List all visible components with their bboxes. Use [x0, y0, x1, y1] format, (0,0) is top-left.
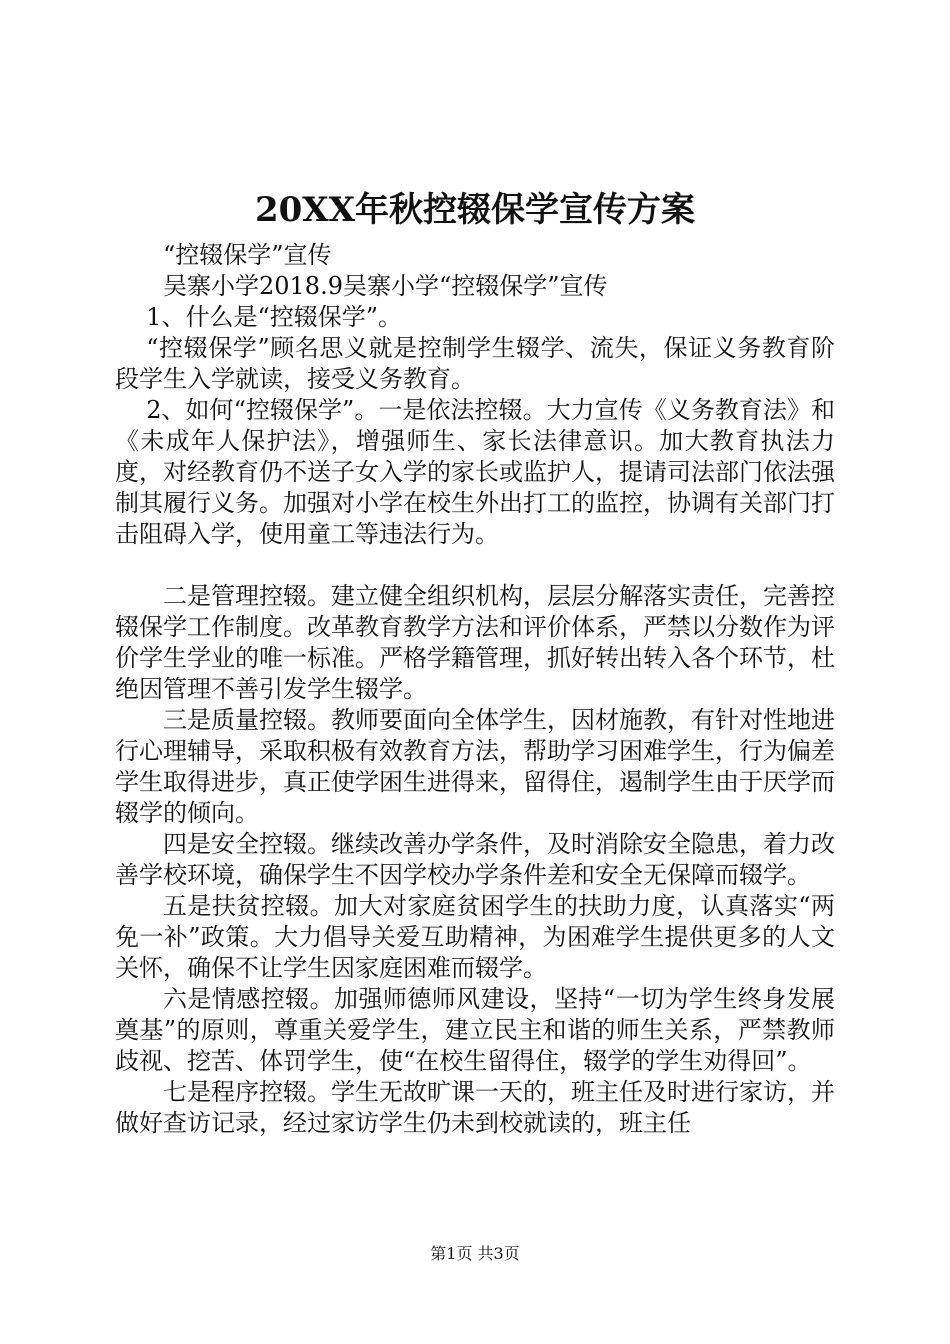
paragraph-definition: “控辍保学”顾名思义就是控制学生辍学、流失，保证义务教育阶段学生入学就读，接受义务教育。: [115, 334, 835, 393]
paragraph-procedure: 七是程序控辍。学生无故旷课一天的，班主任及时进行家访，并做好查访记录，经过家访学生仍未到校就读的，班主任: [115, 1078, 835, 1137]
page-footer: 第1页 共3页: [430, 1244, 520, 1263]
paragraph-poverty: 五是扶贫控辍。加大对家庭贫困学生的扶助力度，认真落实“两免一补”政策。大力倡导关爱互助精神，为困难学生提供更多的人文关怀，确保不让学生因家庭困难而辍学。: [115, 892, 835, 982]
paragraph-question-1: 1、什么是“控辍保学”。: [146, 303, 402, 331]
paragraph-heading: “控辍保学”宣传: [163, 241, 332, 269]
document-body: [115, 240, 835, 1139]
paragraph-question-2: 2、如何“控辍保学”。一是依法控辍。大力宣传《义务教育法》和《未成年人保护法》，增强师生、家长法律意识。加大教育执法力度，对经教育仍不送子女入学的家长或监护人，提请司法部门依法强制其履行义务。加强对小学在校生外出打工的监控，协调有关部门打击阻碍入学，使用童工等违法行为。: [115, 396, 835, 548]
paragraph-safety: 四是安全控辍。继续改善办学条件，及时消除安全隐患，着力改善学校环境，确保学生不因学校办学条件差和安全无保障而辍学。: [115, 830, 835, 889]
paragraph-quality: 三是质量控辍。教师要面向全体学生，因材施教，有针对性地进行心理辅导，采取积极有效教育方法，帮助学习困难学生，行为偏差学生取得进步，真正使学困生进得来，留得住，遏制学生由于厌学而辍学的倾向。: [115, 706, 835, 827]
paragraph-management: 二是管理控辍。建立健全组织机构，层层分解落实责任，完善控辍保学工作制度。改革教育教学方法和评价体系，严禁以分数作为评价学生学业的唯一标准。严格学籍管理，抓好转出转入各个环节，杜绝因管理不善引发学生辍学。: [115, 582, 835, 703]
paragraph-emotion: 六是情感控辍。加强师德师风建设，坚持“一切为学生终身发展奠基”的原则，尊重关爱学生，建立民主和谐的师生关系，严禁教师歧视、挖苦、体罚学生，使“在校生留得住，辍学的学生劝得回”。: [115, 985, 835, 1075]
page-title: 20XX年秋控辍保学宣传方案: [254, 190, 696, 230]
paragraph-source: 吴寨小学2018.9吴寨小学“控辍保学”宣传: [163, 272, 608, 300]
